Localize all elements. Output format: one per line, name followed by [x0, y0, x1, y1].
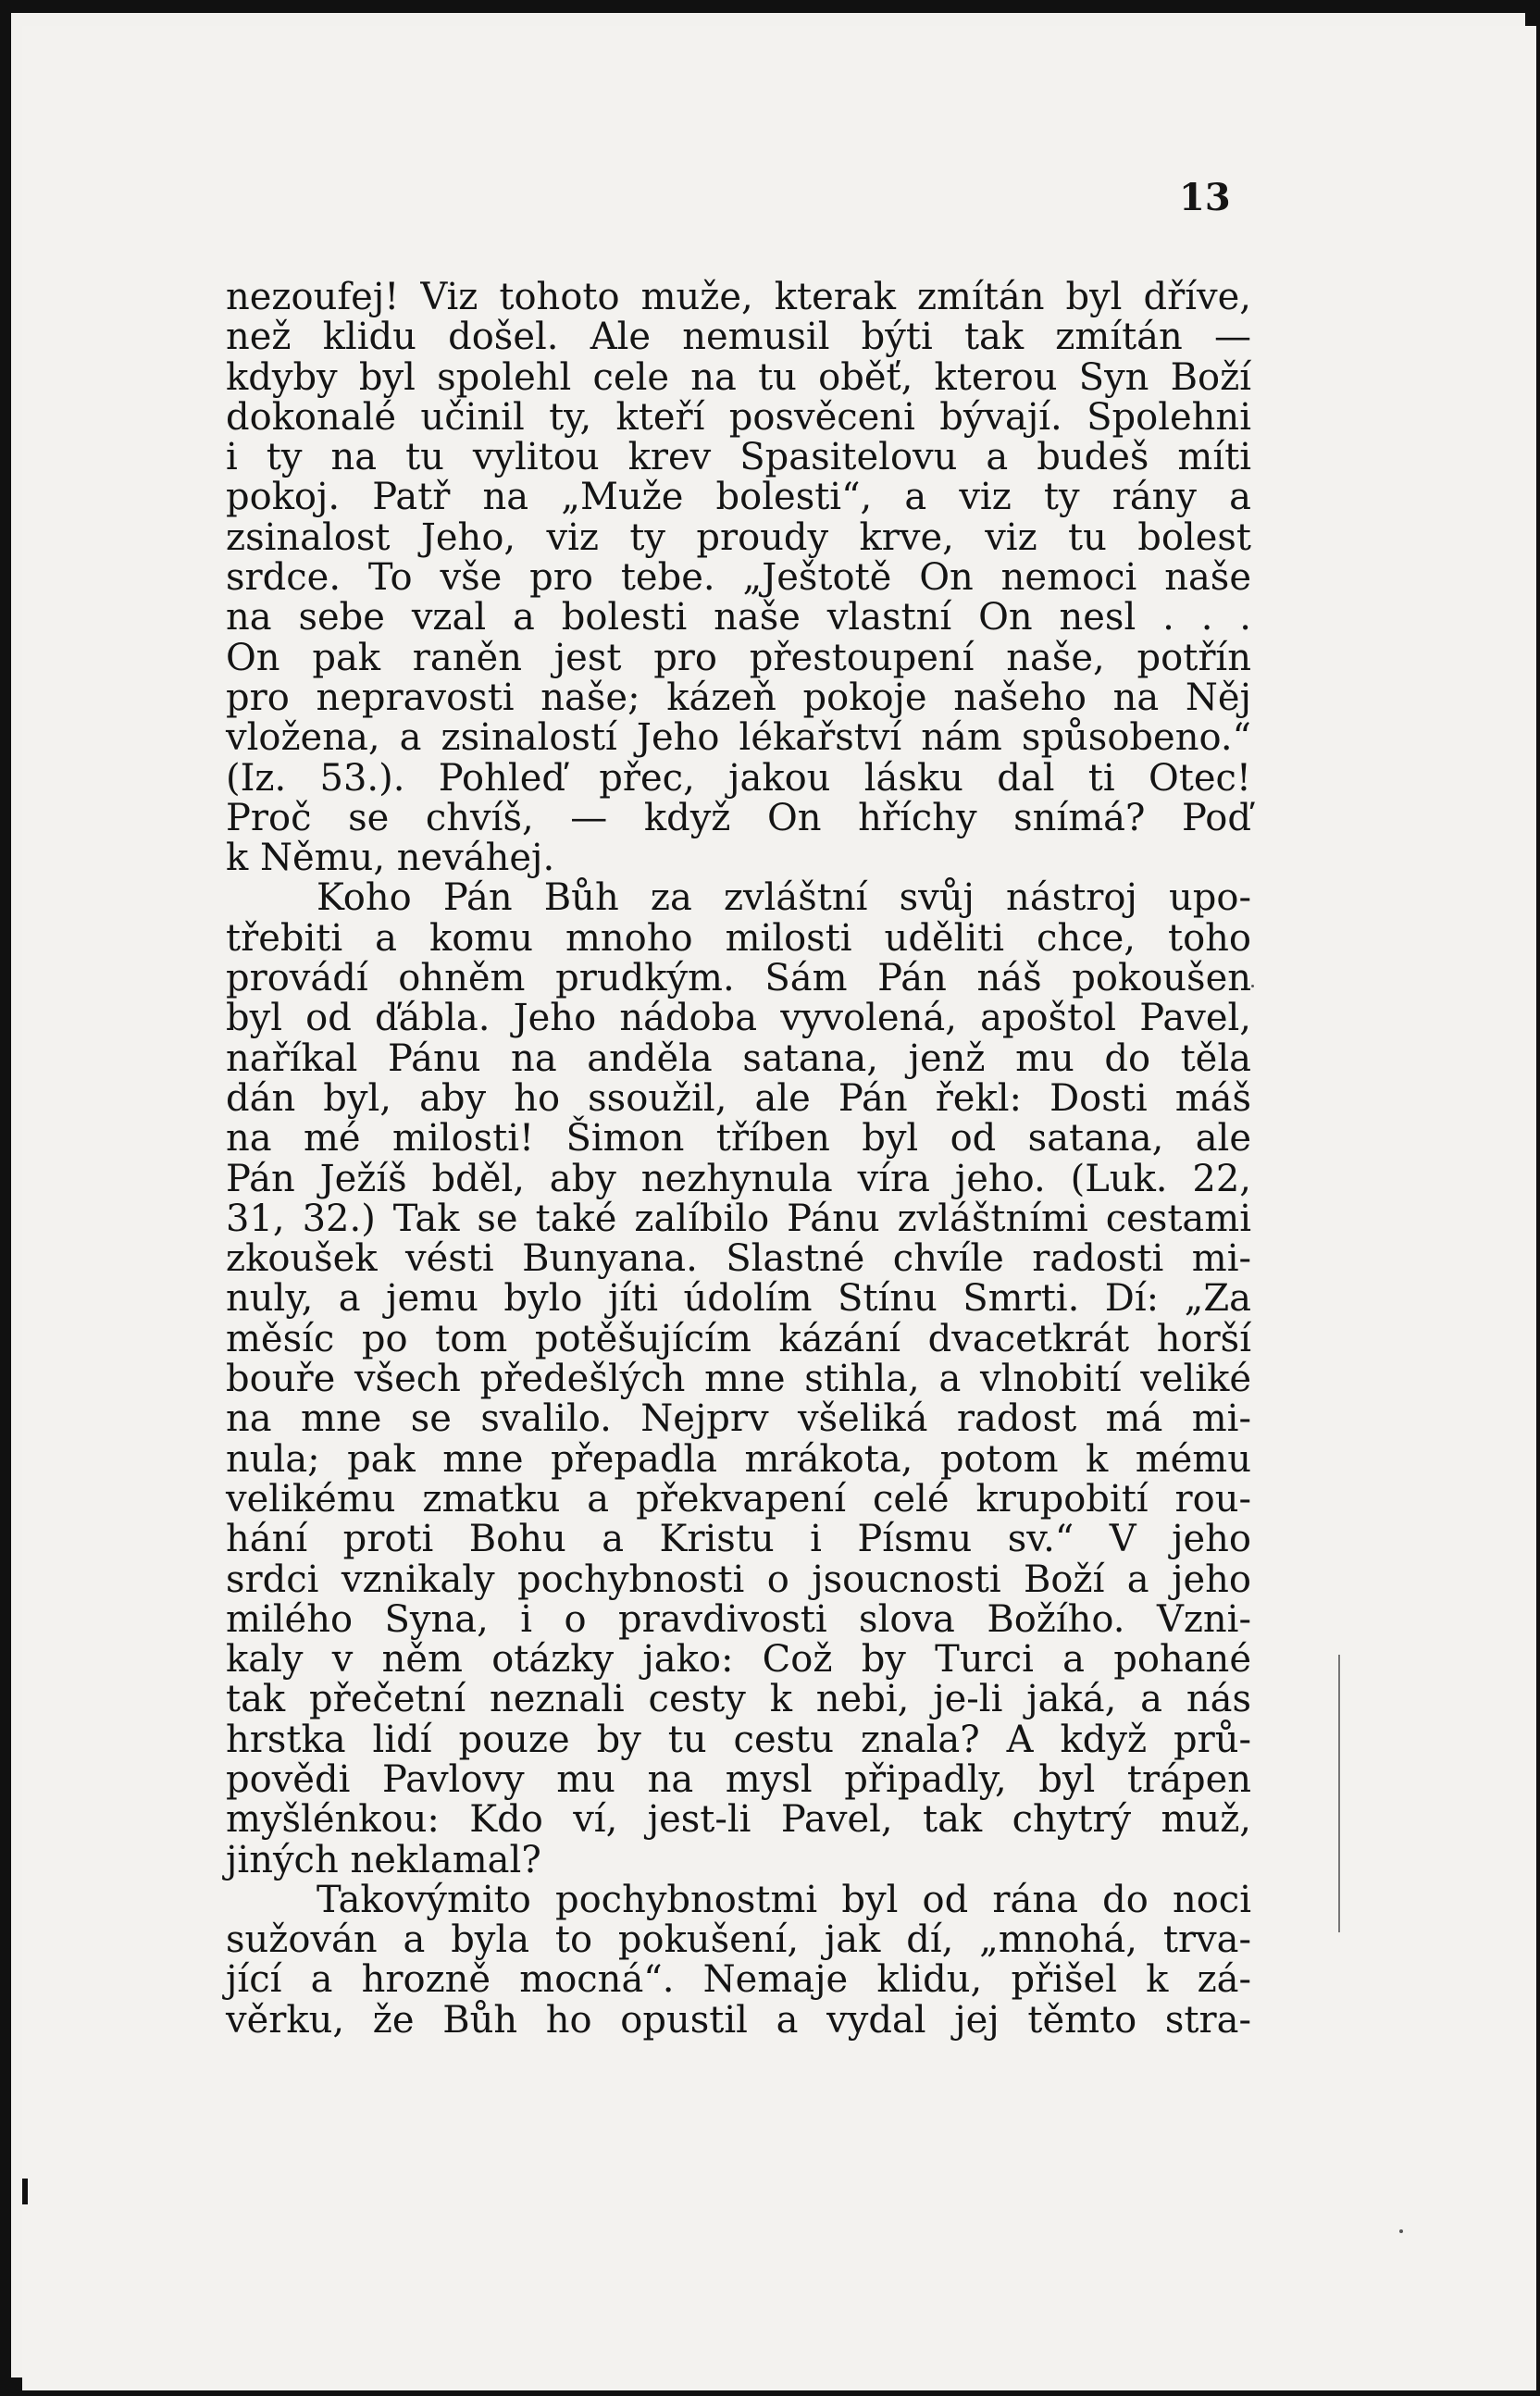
- text-line: měsíc po tom potěšujícím kázání dvacetkrát horší: [226, 1317, 1251, 1360]
- text-line: pro nepravosti naše; kázeň pokoje našeho na Něj: [226, 676, 1251, 719]
- text-line: kdyby byl spolehl cele na tu oběť, kterou Syn Boží: [226, 355, 1251, 399]
- text-line: myšlénkou: Kdo ví, jest-li Pavel, tak chytrý muž,: [226, 1798, 1251, 1842]
- text-line: nuly, a jemu bylo jíti údolím Stínu Smrti. Dí: „Za: [226, 1277, 1251, 1321]
- text-line: třebiti a komu mnoho milosti uděliti chce, toho: [226, 916, 1251, 960]
- text-line: nula; pak mne přepadla mrákota, potom k mému: [226, 1437, 1251, 1481]
- text-line: Proč se chvíš, — když On hříchy snímá? Poď: [226, 796, 1251, 839]
- text-line: nezoufej! Viz tohoto muže, kterak zmítán byl dříve,: [226, 276, 1251, 318]
- body-text: [226, 278, 1251, 2041]
- text-line: bouře všech předešlých mne stihla, a vlnobití veliké: [226, 1358, 1251, 1401]
- text-line: jiných neklamal?: [226, 1838, 541, 1881]
- margin-mark: [1338, 1655, 1340, 1932]
- text-line: k Němu, neváhej.: [226, 837, 555, 880]
- text-line: jící a hrozně mocná“. Nemaje klidu, přišel k zá-: [226, 1958, 1251, 2002]
- text-line: na mne se svalilo. Nejprv všeliká radost má mi-: [226, 1397, 1251, 1441]
- text-line: sužován a byla to pokušení, jak dí, „mnohá, trva-: [226, 1918, 1251, 1962]
- text-line: kaly v něm otázky jako: Což by Turci a pohané: [226, 1638, 1251, 1682]
- text-line: velikému zmatku a překvapení celé krupobití rou-: [226, 1477, 1251, 1521]
- text-line: povědi Pavlovy mu na mysl připadly, byl trápen: [226, 1757, 1251, 1801]
- text-line: hrstka lidí pouze by tu cestu znala? A když prů-: [226, 1718, 1251, 1761]
- text-line: Koho Pán Bůh za zvláštní svůj nástroj upo-: [317, 876, 1251, 920]
- text-line: srdce. To vše pro tebe. „Ještotě On nemoci naše: [226, 556, 1251, 600]
- text-line: zsinalost Jeho, viz ty proudy krve, viz tu bolest: [226, 515, 1251, 559]
- text-line: 31, 32.) Tak se také zalíbilo Pánu zvláštními cestami: [226, 1197, 1251, 1240]
- left-edge-mark: [22, 2179, 28, 2204]
- page-number: 13: [1179, 176, 1231, 219]
- text-line: byl od ďábla. Jeho nádoba vyvolená, apoštol Pavel,: [226, 997, 1251, 1040]
- text-line: naříkal Pánu na anděla satana, jenž mu do těla: [226, 1037, 1251, 1080]
- text-line: tak přečetní neznali cesty k nebi, je-li jaká, a nás: [226, 1678, 1251, 1721]
- text-line: provádí ohněm prudkým. Sám Pán náš pokoušen: [226, 957, 1251, 1000]
- text-line: srdci vznikaly pochybnosti o jsoucnosti Boží a jeho: [226, 1558, 1251, 1601]
- text-line: i ty na tu vylitou krev Spasitelovu a budeš míti: [226, 436, 1251, 479]
- paper-speck: [1251, 985, 1254, 987]
- text-line: pokoj. Patř na „Muže bolesti“, a viz ty rány a: [226, 476, 1251, 519]
- text-line: (Iz. 53.). Pohleď přec, jakou lásku dal ti Otec!: [226, 756, 1251, 800]
- text-line: věrku, že Bůh ho opustil a vydal jej těmto stra-: [226, 1998, 1251, 2042]
- paper-speck: [1399, 2229, 1403, 2233]
- text-line: na mé milosti! Šimon tříben byl od satana, ale: [226, 1117, 1251, 1161]
- text-line: Takovýmito pochybnostmi byl od rána do noci: [317, 1878, 1251, 1921]
- text-line: On pak raněn jest pro přestoupení naše, potřín: [226, 636, 1251, 679]
- text-line: hání proti Bohu a Kristu i Písmu sv.“ V jeho: [226, 1518, 1251, 1561]
- text-line: zkoušek vésti Bunyana. Slastné chvíle radosti mi-: [226, 1237, 1251, 1281]
- text-line: vložena, a zsinalostí Jeho lékařství nám spůsobeno.“: [226, 716, 1251, 760]
- text-line: dokonalé učinil ty, kteří posvěceni bývají. Spolehni: [226, 395, 1251, 439]
- text-line: než klidu došel. Ale nemusil býti tak zmítán —: [226, 316, 1251, 359]
- text-line: dán byl, aby ho ssoužil, ale Pán řekl: Dosti máš: [226, 1076, 1251, 1120]
- text-line: na sebe vzal a bolesti naše vlastní On nesl . . .: [226, 596, 1251, 639]
- text-line: Pán Ježíš bděl, aby nezhynula víra jeho. (Luk. 22,: [226, 1157, 1251, 1200]
- text-line: milého Syna, i o pravdivosti slova Božího. Vzni-: [226, 1597, 1251, 1641]
